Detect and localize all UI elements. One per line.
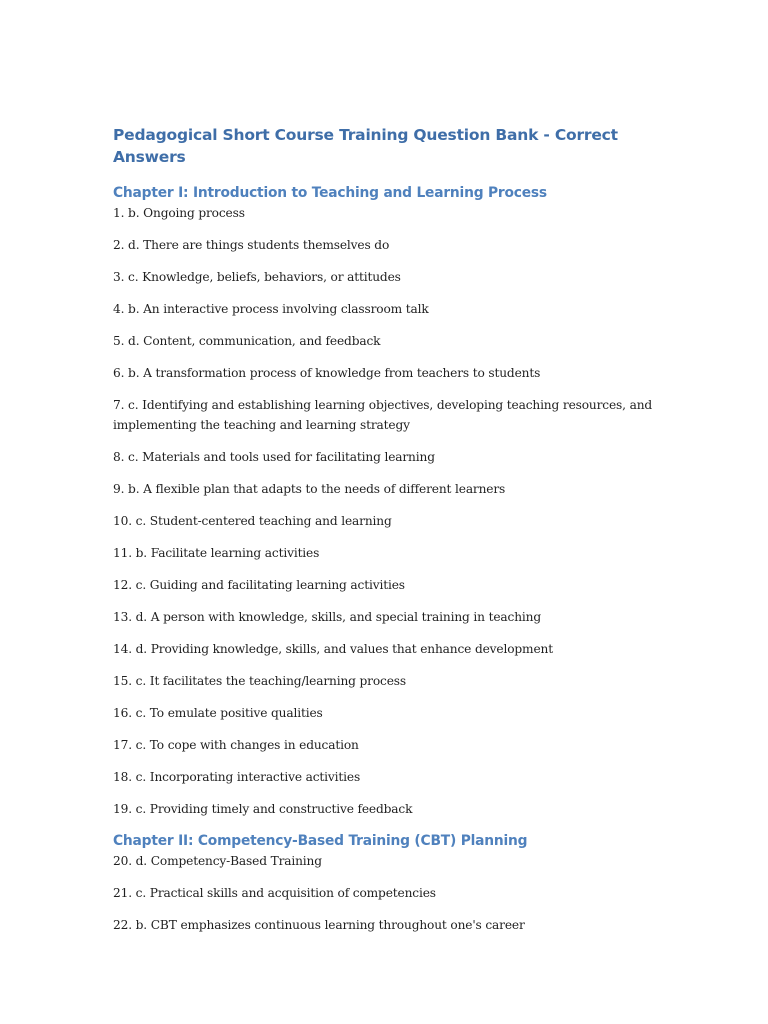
answer-item: 17. c. To cope with changes in education [113, 738, 359, 752]
answer-item: 21. c. Practical skills and acquisition of competencies [113, 886, 436, 900]
answer-item: 12. c. Guiding and facilitating learning activities [113, 578, 405, 592]
answer-item: 18. c. Incorporating interactive activities [113, 770, 361, 784]
answer-item: 9. b. A flexible plan that adapts to the needs of different learners [113, 482, 506, 496]
answer-item: 11. b. Facilitate learning activities [113, 546, 320, 560]
answer-item: 8. c. Materials and tools used for facilitating learning [113, 450, 435, 464]
answer-item: 16. c. To emulate positive qualities [113, 706, 323, 720]
answer-item: 5. d. Content, communication, and feedback [113, 334, 381, 348]
answer-item: 10. c. Student-centered teaching and learning [113, 514, 392, 528]
answer-item: 7. c. Identifying and establishing learning objectives, developing teaching resources, and implementing the teaching and learning strategy [113, 398, 653, 432]
document-content [113, 124, 673, 947]
answer-item: 1. b. Ongoing process [113, 206, 245, 220]
chapter-heading-2: Chapter II: Competency-Based Training (CBT) Planning [113, 833, 528, 849]
answer-item: 22. b. CBT emphasizes continuous learning throughout one's career [113, 918, 525, 932]
chapter-heading-1: Chapter I: Introduction to Teaching and Learning Process [113, 185, 547, 201]
document-title: Pedagogical Short Course Training Question Bank - Correct Answers [113, 126, 618, 166]
answer-item: 4. b. An interactive process involving classroom talk [113, 302, 429, 316]
answer-item: 6. b. A transformation process of knowledge from teachers to students [113, 366, 541, 380]
answer-item: 20. d. Competency-Based Training [113, 854, 322, 868]
answer-item: 13. d. A person with knowledge, skills, and special training in teaching [113, 610, 542, 624]
answer-item: 3. c. Knowledge, beliefs, behaviors, or attitudes [113, 270, 401, 284]
answer-item: 2. d. There are things students themselves do [113, 238, 390, 252]
answer-item: 14. d. Providing knowledge, skills, and values that enhance development [113, 642, 553, 656]
answer-item: 15. c. It facilitates the teaching/learning process [113, 674, 406, 688]
answer-item: 19. c. Providing timely and constructive feedback [113, 802, 413, 816]
